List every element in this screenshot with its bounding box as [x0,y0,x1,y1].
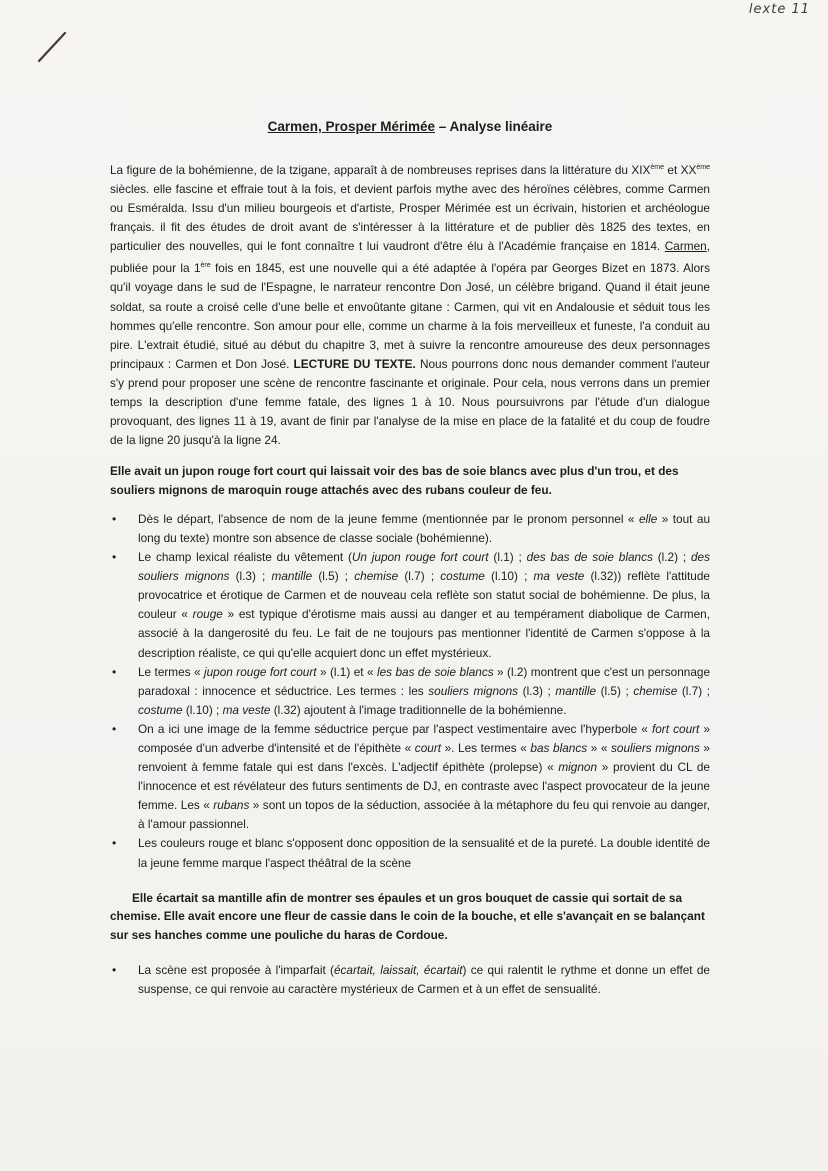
analysis-bullet [138,720,710,835]
intro-text: et XX [664,162,697,177]
intro-text: fois en 1845, est une nouvelle qui a été adaptée à l'opéra par Georges Bizet en 1873. Alors qu'il voyage dans le sud de l'Espagne, le narrateur rencontre Don José, un célèbre brigand. Quand il était jeune soldat, sa route a croisé celle d'une belle et envoûtante gitane : Carmen, qui vit en Andalousie et séduit tous les hommes qu'elle rencontre. Son amour pour elle, comme un charme à la fois merveilleux et funeste, l'a conduit au pire. L'extrait étudié, situé au début du chapitre 3, met à suivre la rencontre amoureuse des deux personnages principaux : Carmen et Don José. [110,261,710,371]
bullet-text: » « [587,740,612,755]
bullet-text: » tout au long du texte) montre son absence de classe sociale (bohémienne). [138,511,711,545]
bullet-text: » sont un topos de la séduction, associée à la métaphore du feu qui renvoie au danger, à l'amour passionnel. [138,798,711,832]
intro-text: siècles. elle fascine et effraie tout à la fois, et devient parfois mythe avec des héroïnes célèbres, comme Carmen ou Esméralda. Issu d'un milieu bourgeois et d'artiste, Prosper Mérimée est un écrivain, historien et archéologue français. il fit des études de droit avant de s'intéresser à la littérature et de publier dès 1825 des textes, en particulier des nouvelles, qui le font connaître t lui vaudront d'être élu à l'Académie française en 1814. [110,182,710,254]
bullet-text: (l.1) ; [488,550,527,565]
quoted-term: des bas de soie blancs [526,550,653,565]
quoted-term: Un jupon rouge fort court [351,550,489,565]
quoted-term: chemise [633,683,678,698]
quoted-term: écartait, laissait, écartait [333,963,463,978]
bullet-text: ». Les termes « [441,740,531,755]
quoted-term: des souliers mignons [138,550,710,584]
quoted-term: bas blancs [530,740,588,755]
analysis-bullet [138,510,710,548]
bullet-text: » (l.2) montrent que c'est un personnage paradoxal : innocence et séductrice. Les termes : les [138,664,711,698]
quoted-term: fort court [651,721,700,736]
quoted-term: les bas de soie blancs [376,664,494,679]
bullet-text: (l.10) ; [484,569,534,584]
bullet-text: Les couleurs rouge et blanc s'opposent donc opposition de la sensualité et de la pureté. La double identité de la jeune femme marque l'aspect théâtral de la scène [138,836,710,870]
bullet-text: (l.32)) reflète l'attitude provocatrice et érotique de Carmen et de nouveau cela reflète son statut social de bohémienne. De plus, la couleur « [138,569,710,622]
bullet-text: Dès le départ, l'absence de nom de la jeune femme (mentionnée par le pronom personnel « [138,511,639,526]
analysis-bullet [138,961,710,999]
intro-sup: ème [696,164,711,171]
quoted-term: costume [440,569,485,584]
bullet-text: (l.5) ; [312,569,355,584]
bullet-text: (l.3) ; [229,569,272,584]
document-body [110,118,710,1015]
intro-sup: ème [650,164,665,171]
bullet-text: » composée d'un adverbe d'intensité et de l'épithète « [138,721,710,755]
quoted-term: chemise [354,569,399,584]
quoted-term: mantille [271,569,313,584]
page-title [110,118,710,136]
bullet-text: ) ce qui ralentit le rythme et donne un effet de suspense, ce qui renvoie au caractère mystérieux de Carmen et à un effet de sensualité. [138,963,710,997]
quoted-term: costume [138,702,183,717]
quoted-term: souliers mignons [428,683,519,698]
quoted-term: rubans [213,798,250,813]
bullet-text: » (l.1) et « [316,664,377,679]
bullet-text: (l.7) ; [398,569,441,584]
quoted-term: ma veste [533,569,585,584]
quoted-term: mignon [558,760,598,775]
bullet-text: » est typique d'érotisme mais aussi au danger et au tempérament diabolique de Carmen, associé à la dangerosité du feu. Le fait de ne toujours pas mentionner l'identité de Carmen s'oppose à la description réaliste, ce qui qu'elle acquiert donc un effet mystérieux. [138,607,711,660]
bullet-text: Le termes « [138,664,204,679]
title-rest: – Analyse linéaire [435,119,553,134]
quoted-term: jupon rouge fort court [204,664,317,679]
intro-sup: ère [200,262,211,270]
quoted-term: rouge [192,607,223,622]
intro-paragraph [110,158,710,450]
quoted-term: souliers mignons [611,740,700,755]
bullet-text: On a ici une image de la femme séductrice perçue par l'aspect vestimentaire avec l'hyperbole « [138,721,652,736]
handwritten-corner-note: lexte 11 [748,2,810,17]
bullet-text: » provient du CL de l'innocence et est révélateur des futurs sentiments de DJ, en contraste avec l'aspect provocateur de la jeune femme. Les « [138,760,710,813]
bullet-text: (l.32) ajoutent à l'image traditionnelle de la bohémienne. [270,702,567,717]
analysis-list-1 [110,510,710,873]
quoted-term: mantille [555,683,597,698]
bullet-text: (l.10) ; [182,702,223,717]
bullet-text: (l.3) ; [518,683,556,698]
bullet-text: (l.7) ; [677,683,710,698]
bullet-text: (l.5) ; [596,683,634,698]
intro-text: La figure de la bohémienne, de la tzigane, apparaît à de nombreuses reprises dans la littérature du XIX [110,162,651,177]
intro-text: Nous pourrons donc nous demander comment l'auteur s'y prend pour proposer une scène de rencontre fascinante et originale. Pour cela, nous verrons dans un premier temps la description d'une femme fatale, des lignes 1 à 10. Nous poursuivrons par l'étude d'un dialogue provoquant, des lignes 11 à 19, avant de finir par l'analyse de la mise en place de la fatalité et du coup de foudre de la ligne 20 jusqu'à la ligne 24. [110,356,710,448]
analysis-bullet [138,834,710,872]
pen-check-mark-icon [36,30,68,64]
quote-excerpt-2: Elle écartait sa mantille afin de montrer ses épaules et un gros bouquet de cassie qui sortait de sa chemise. Elle avait encore une fleur de cassie dans le coin de la bouche, et elle s'avançait en se balançant sur ses hanches comme une pouliche du haras de Cordoue. [110,890,705,943]
intro-carmen-title: Carmen [664,239,707,254]
quoted-term: ma veste [222,702,271,717]
quoted-term: court [414,740,442,755]
analysis-bullet [138,548,710,663]
quote-excerpt-1: Elle avait un jupon rouge fort court qui laissait voir des bas de soie blancs avec plus d'un trou, et des souliers mignons de maroquin rouge attachés avec des rubans couleur de feu. [110,464,679,498]
analysis-bullet [138,663,710,720]
bullet-text: La scène est proposée à l'imparfait ( [138,963,334,978]
bullet-text: (l.2) ; [652,550,691,565]
bullet-text: » renvoient à femme fatale qui est dans l'excès. L'adjectif épithète (prolepse) « [138,740,710,775]
title-author: Carmen, Prosper Mérimée [267,119,435,134]
intro-reading-label: LECTURE DU TEXTE. [293,356,416,371]
bullet-text: Le champ lexical réaliste du vêtement ( [138,550,352,565]
intro-text: , publiée pour la 1 [110,239,710,276]
quoted-term: elle [638,511,658,526]
analysis-list-2 [110,961,710,999]
